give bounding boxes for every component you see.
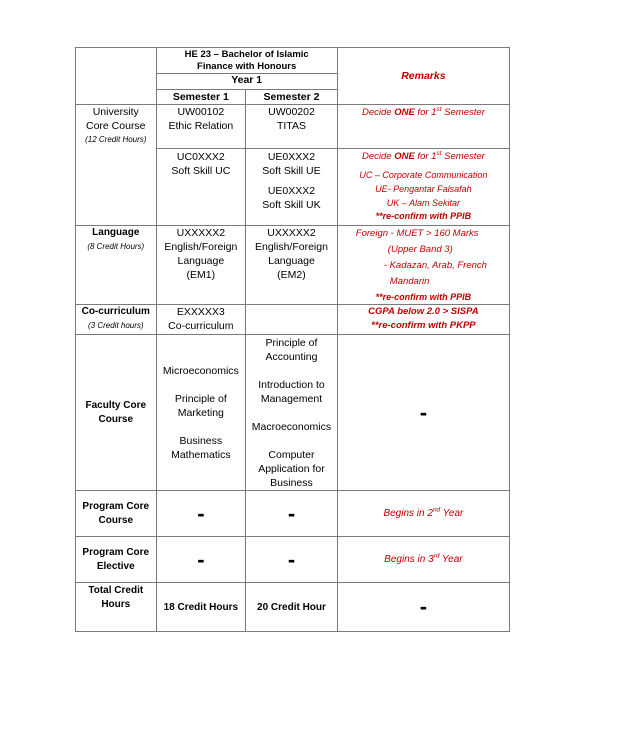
course-name: TITAS xyxy=(276,120,306,132)
remark-option: UK – Alam Sekitar xyxy=(386,198,460,208)
course-name: Business Mathematics xyxy=(171,434,231,461)
remark-begins: Begins in 3rd Year xyxy=(384,552,463,565)
semester2-header: Semester 2 xyxy=(246,90,338,105)
course-code: EXXXXX3 xyxy=(176,306,225,318)
remarks-header-cell xyxy=(337,48,509,105)
university-core-credit: (12 Credit Hours) xyxy=(85,135,147,144)
course-code: UC0XXX2 xyxy=(176,151,225,163)
program-elective-label: Program Core xyxy=(82,546,150,558)
cocurriculum-sem1 xyxy=(156,305,246,335)
uc-row2-sem2 xyxy=(246,149,338,226)
faculty-core-sem2 xyxy=(246,335,338,491)
cocurriculum-sem2 xyxy=(246,305,338,335)
cocurriculum-label: Co-curriculum xyxy=(81,306,150,317)
total-sem1 xyxy=(156,583,246,632)
dash-mark: - xyxy=(287,500,296,526)
course-name: Ethic Relation xyxy=(168,120,234,132)
course-name: Soft Skill UK xyxy=(262,199,321,211)
remark-line: Foreign - MUET > 160 Marks xyxy=(355,228,479,239)
uc-row1-sem2 xyxy=(246,105,338,149)
faculty-core-remark xyxy=(337,335,509,491)
course-line: Language xyxy=(177,255,225,267)
faculty-core-label: Course xyxy=(98,413,133,425)
course-line: English/Foreign xyxy=(164,241,238,253)
course-name: Co-curriculum xyxy=(168,320,234,332)
header-program-cell xyxy=(156,48,337,90)
uc-row1-sem1 xyxy=(156,105,246,149)
program-elective-label-cell xyxy=(76,537,157,583)
course-line: (EM1) xyxy=(186,269,216,281)
course-code: UW00202 xyxy=(268,106,315,118)
remark-option: UC – Corporate Communication xyxy=(359,170,488,180)
course-code: UXXXXX2 xyxy=(267,227,316,239)
course-name: Principle of Marketing xyxy=(174,392,227,419)
course-name: Soft Skill UC xyxy=(171,165,231,177)
language-label: Language xyxy=(92,227,140,238)
remark-begins: Begins in 2nd Year xyxy=(383,506,464,519)
remark-decide: Decide ONE for 1st Semester xyxy=(361,149,485,162)
study-plan-table xyxy=(75,47,510,632)
cocurriculum-credit: (3 Credit hours) xyxy=(87,321,144,330)
program-elective-label: Elective xyxy=(96,560,135,572)
course-code: UW00102 xyxy=(177,106,225,118)
course-name: Microeconomics xyxy=(162,364,239,377)
total-label: Total Credit xyxy=(88,585,144,596)
uc-row1-remark xyxy=(337,105,509,149)
language-sem1 xyxy=(156,226,246,305)
remark-reconfirm: **re-confirm with PKPP xyxy=(371,320,476,331)
faculty-core-label: Faculty Core xyxy=(85,399,147,411)
dash-mark: - xyxy=(197,500,205,526)
dash-mark: - xyxy=(419,399,428,425)
total-sem2 xyxy=(246,583,338,632)
language-remark xyxy=(337,226,509,305)
program-core-label: Course xyxy=(98,514,133,526)
course-line: Language xyxy=(268,255,315,267)
program-elective-remark xyxy=(337,537,509,583)
total-label: Hours xyxy=(101,599,131,610)
total-remark xyxy=(337,583,509,632)
course-name: Soft Skill UE xyxy=(262,165,321,177)
total-sem2-value: 20 Credit Hour xyxy=(257,601,326,613)
program-core-sem2 xyxy=(246,491,338,537)
semester1-header: Semester 1 xyxy=(156,90,246,105)
total-label-cell xyxy=(76,583,157,632)
remark-line: (Upper Band 3) xyxy=(387,244,453,255)
remark-line: Mandarin xyxy=(389,276,430,287)
language-credit: (8 Credit Hours) xyxy=(87,242,145,251)
program-elective-sem1 xyxy=(156,537,246,583)
remark-line: - Kadazan, Arab, French xyxy=(383,260,487,271)
program-core-label: Program Core xyxy=(82,500,150,512)
cocurriculum-remark xyxy=(337,305,509,335)
remark-line: CGPA below 2.0 > SISPA xyxy=(368,306,479,317)
faculty-core-sem1 xyxy=(156,335,246,491)
remark-reconfirm: **re-confirm with PPIB xyxy=(375,292,472,302)
course-name: Introduction to Management xyxy=(258,379,325,405)
program-core-sem1 xyxy=(156,491,246,537)
language-sem2 xyxy=(246,226,338,305)
year-label: Year 1 xyxy=(157,73,337,87)
remark-reconfirm: **re-confirm with PPIB xyxy=(375,211,472,221)
header-empty-cell xyxy=(76,48,157,105)
uc-row2-sem1 xyxy=(156,149,246,226)
faculty-core-label-cell xyxy=(76,335,157,491)
university-core-label-cell xyxy=(76,105,157,226)
dash-mark: - xyxy=(197,546,205,572)
course-line: English/Foreign xyxy=(254,241,328,253)
remark-decide: Decide ONE for 1st Semester xyxy=(361,105,485,118)
course-name: Principle of Accounting xyxy=(265,337,318,363)
remarks-header: Remarks xyxy=(401,70,446,82)
course-code: UXXXXX2 xyxy=(176,227,226,239)
course-line: (EM2) xyxy=(277,269,306,281)
program-core-label-cell xyxy=(76,491,157,537)
total-sem1-value: 18 Credit Hours xyxy=(163,601,239,613)
remark-option: UE- Pengantar Falsafah xyxy=(375,184,472,194)
dash-mark: - xyxy=(287,546,296,572)
uc-row2-remark xyxy=(337,149,509,226)
course-code: UE0XXX2 xyxy=(267,185,316,197)
language-label-cell xyxy=(76,226,157,305)
program-title: HE 23 – Bachelor of Islamic Finance with Honours xyxy=(184,49,309,72)
course-name: Computer Application for Business xyxy=(258,449,325,489)
cocurriculum-label-cell xyxy=(76,305,157,335)
course-name: Macroeconomics xyxy=(251,421,332,433)
university-core-label: University Core Course xyxy=(86,106,146,132)
dash-mark: - xyxy=(419,594,428,619)
program-core-remark xyxy=(337,491,509,537)
course-code: UE0XXX2 xyxy=(267,151,316,163)
program-elective-sem2 xyxy=(246,537,338,583)
